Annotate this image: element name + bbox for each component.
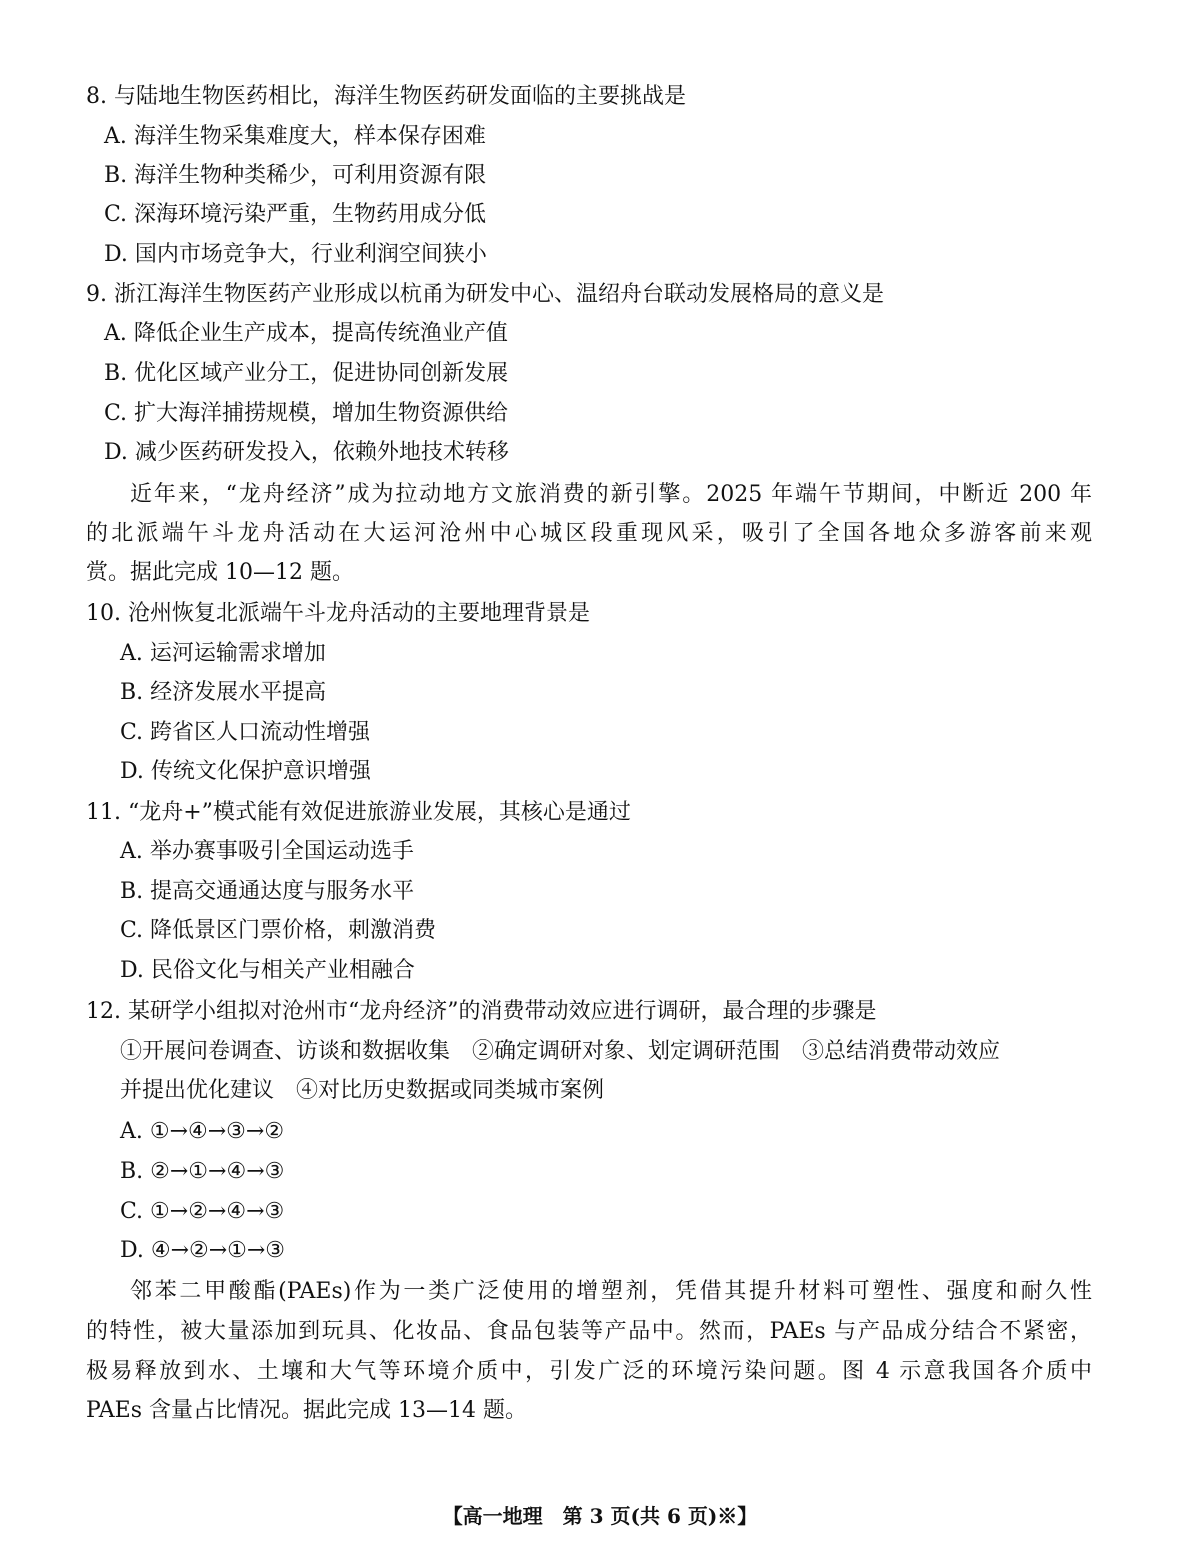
passage-1-line-1: 近年来，“龙舟经济”成为拉动地方文旅消费的新引擎。2025 年端午节期间，中断近 200 年 <box>130 482 1092 507</box>
question-12-steps-line-2: 并提出优化建议 ④对比历史数据或同类城市案例 <box>120 1078 605 1103</box>
question-10-stem: 10. 沧州恢复北派端午斗龙舟活动的主要地理背景是 <box>86 601 590 626</box>
question-9-option-c: C. 扩大海洋捕捞规模，增加生物资源供给 <box>104 401 509 426</box>
passage-1-line-2: 的北派端午斗龙舟活动在大运河沧州中心城区段重现风采，吸引了全国各地众多游客前来观 <box>86 521 1092 546</box>
page-footer: 【高一地理 第 3 页(共 6 页)※】 <box>442 1504 758 1528</box>
question-11-option-d: D. 民俗文化与相关产业相融合 <box>120 958 415 983</box>
question-11-option-c: C. 降低景区门票价格，刺激消费 <box>120 918 437 943</box>
question-11-stem: 11. “龙舟+”模式能有效促进旅游业发展，其核心是通过 <box>86 800 631 825</box>
question-9-option-a: A. 降低企业生产成本，提高传统渔业产值 <box>104 321 508 346</box>
question-9-option-b: B. 优化区域产业分工，促进协同创新发展 <box>104 361 509 386</box>
question-8-option-d: D. 国内市场竞争大，行业利润空间狭小 <box>104 242 487 267</box>
question-8-stem: 8. 与陆地生物医药相比，海洋生物医药研发面临的主要挑战是 <box>86 84 686 109</box>
question-12-option-c: C. ①→②→④→③ <box>120 1199 285 1224</box>
passage-2-line-3: 极易释放到水、土壤和大气等环境介质中，引发广泛的环境污染问题。图 4 示意我国各介质中 <box>86 1359 1092 1384</box>
question-11-option-b: B. 提高交通通达度与服务水平 <box>120 879 415 904</box>
question-12-option-d: D. ④→②→①→③ <box>120 1238 286 1263</box>
question-8-option-b: B. 海洋生物种类稀少，可利用资源有限 <box>104 163 487 188</box>
question-8-option-c: C. 深海环境污染严重，生物药用成分低 <box>104 202 487 227</box>
question-11-option-a: A. 举办赛事吸引全国运动选手 <box>120 839 414 864</box>
question-8-option-a: A. 海洋生物采集难度大，样本保存困难 <box>104 124 486 149</box>
question-9-stem: 9. 浙江海洋生物医药产业形成以杭甬为研发中心、温绍舟台联动发展格局的意义是 <box>86 282 884 307</box>
question-10-option-a: A. 运河运输需求增加 <box>120 641 326 666</box>
passage-2-line-2: 的特性，被大量添加到玩具、化妆品、食品包装等产品中。然而，PAEs 与产品成分结合不紧密， <box>86 1319 1092 1344</box>
question-10-option-d: D. 传统文化保护意识增强 <box>120 759 371 784</box>
question-10-option-b: B. 经济发展水平提高 <box>120 680 327 705</box>
question-12-option-a: A. ①→④→③→② <box>120 1119 285 1144</box>
question-12-steps-line-1: ①开展问卷调查、访谈和数据收集 ②确定调研对象、划定调研范围 ③总结消费带动效应 <box>120 1039 1001 1064</box>
passage-2-line-1: 邻苯二甲酸酯(PAEs)作为一类广泛使用的增塑剂，凭借其提升材料可塑性、强度和耐久性 <box>130 1279 1092 1304</box>
passage-2-line-4: PAEs 含量占比情况。据此完成 13—14 题。 <box>86 1398 527 1423</box>
question-12-stem: 12. 某研学小组拟对沧州市“龙舟经济”的消费带动效应进行调研，最合理的步骤是 <box>86 999 877 1024</box>
question-12-option-b: B. ②→①→④→③ <box>120 1159 285 1184</box>
question-10-option-c: C. 跨省区人口流动性增强 <box>120 720 371 745</box>
passage-1-line-3: 赏。据此完成 10—12 题。 <box>86 560 354 585</box>
question-9-option-d: D. 减少医药研发投入，依赖外地技术转移 <box>104 440 509 465</box>
